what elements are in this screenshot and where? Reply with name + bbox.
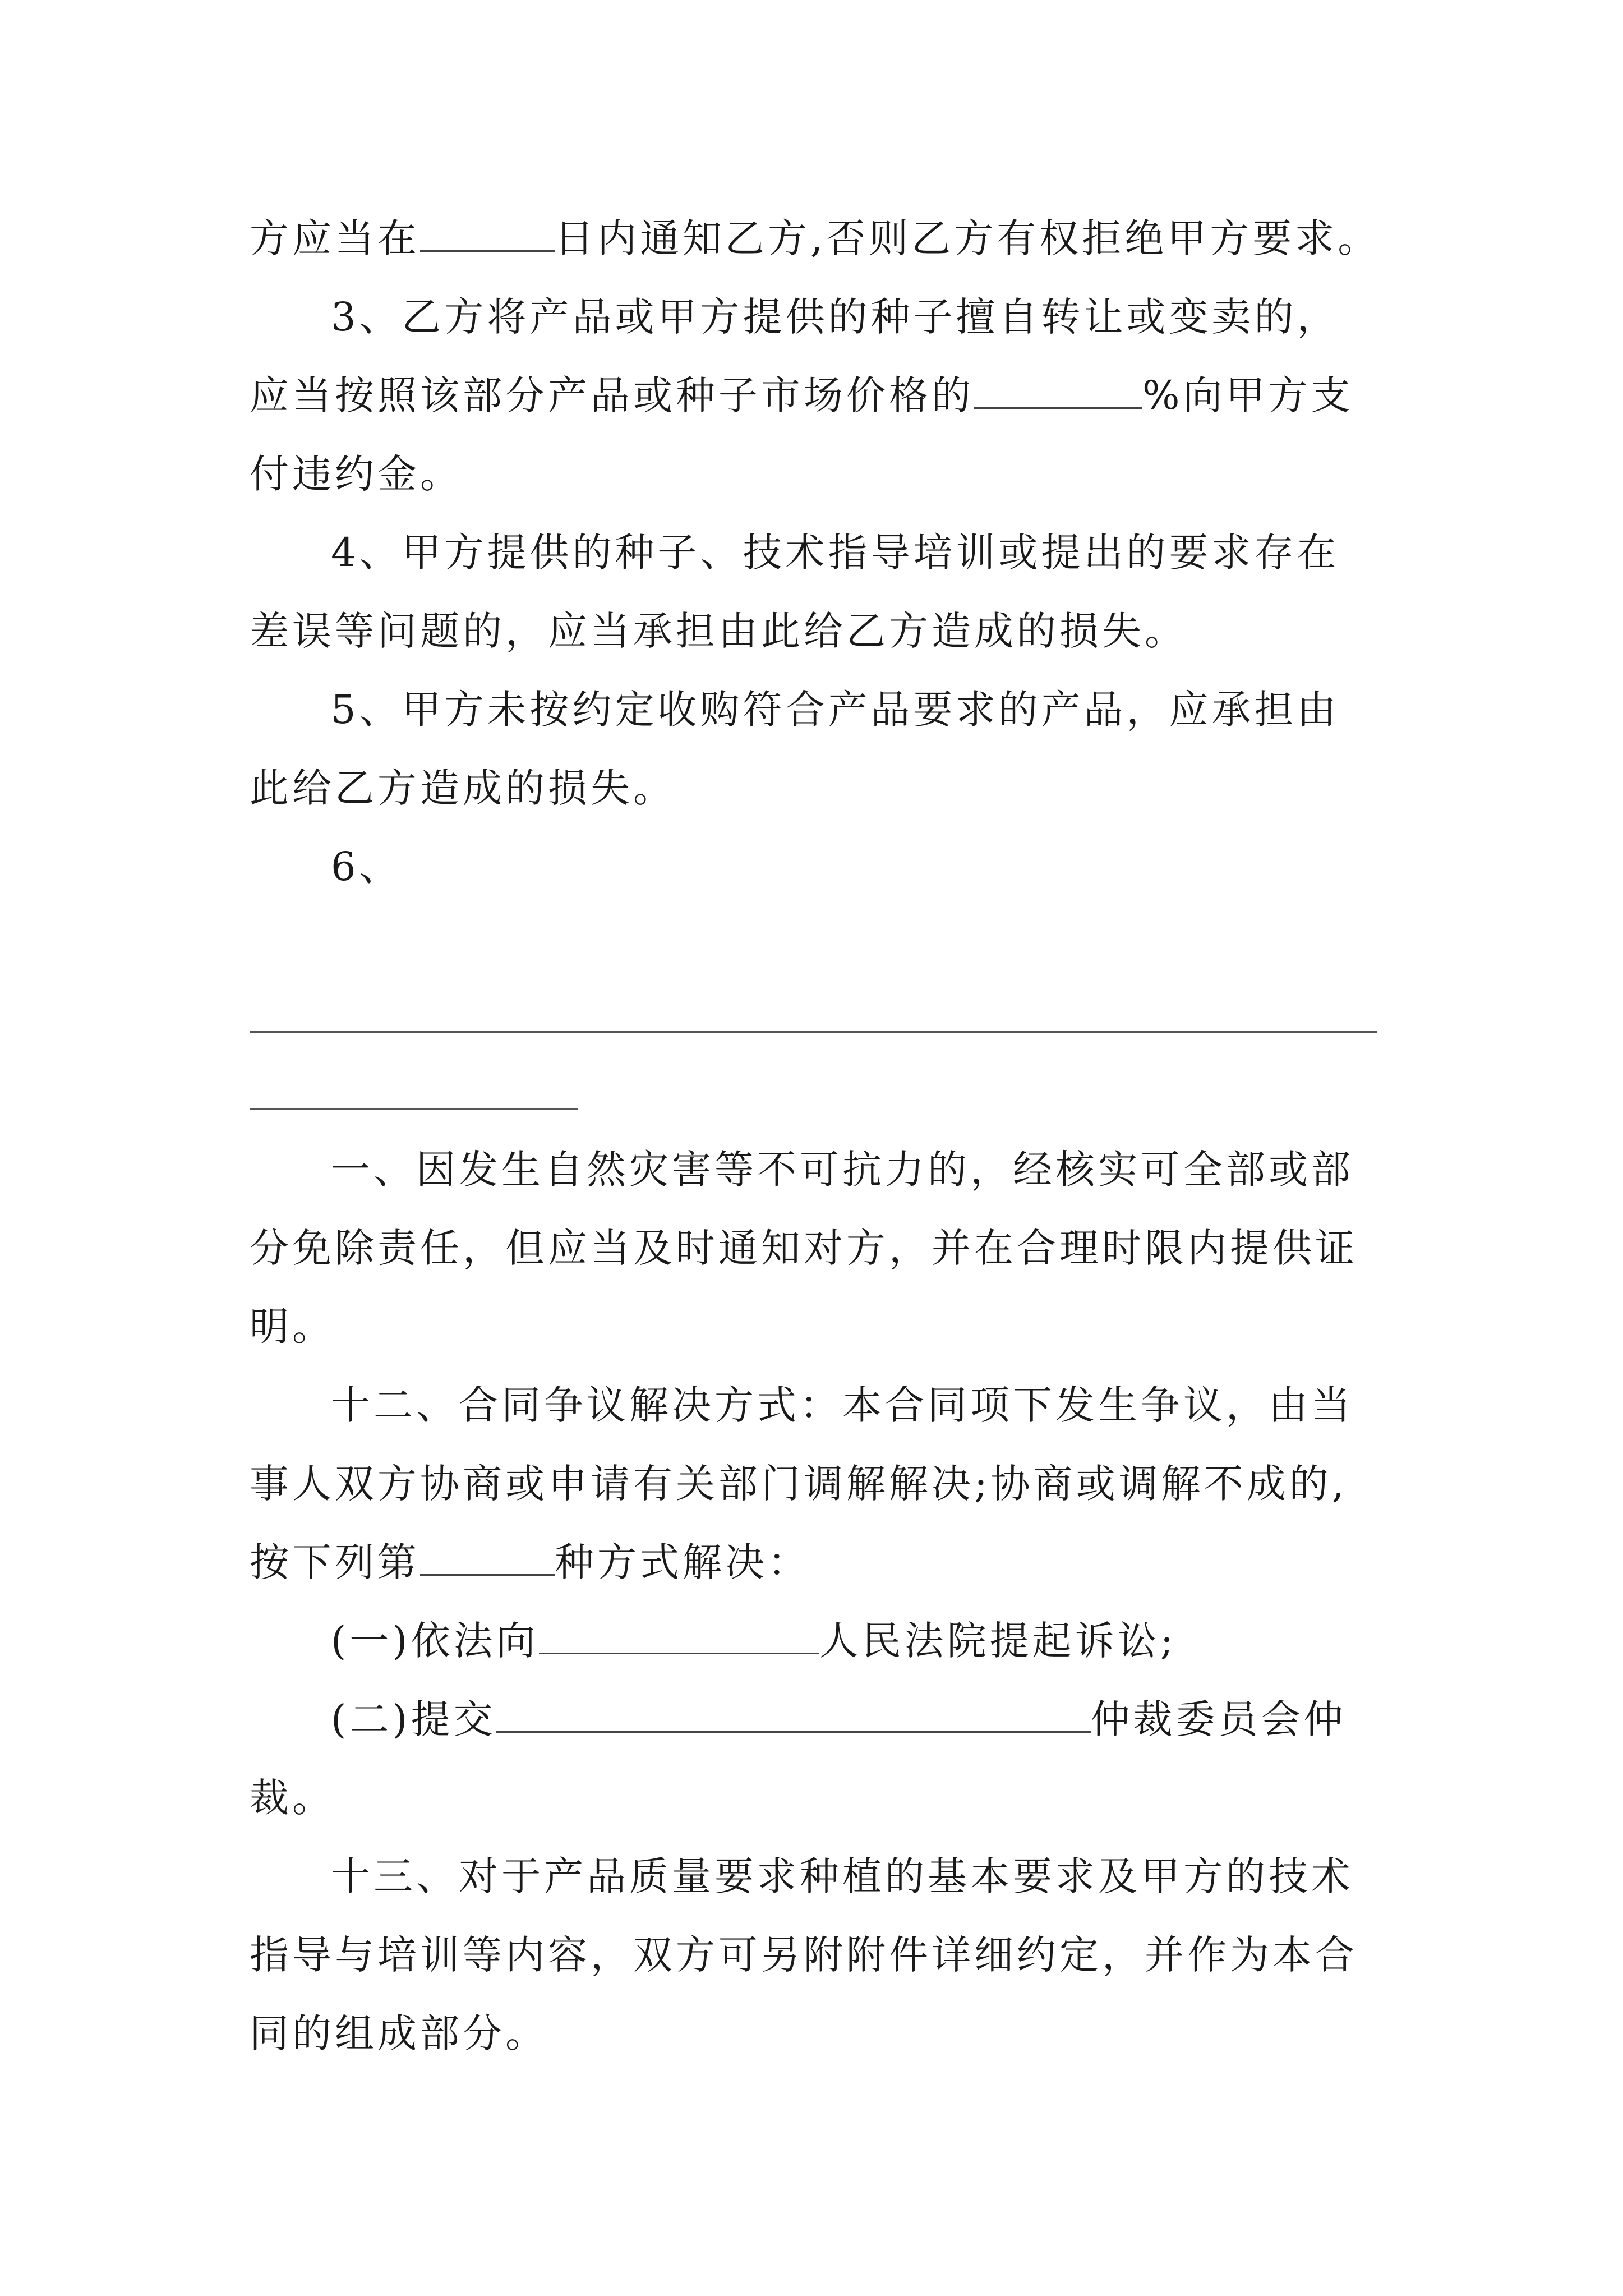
- text-line: 指导与培训等内容，双方可另附附件详细约定，并作为本合: [250, 1932, 1358, 1978]
- text-segment: 仲裁委员会仲: [1090, 1696, 1347, 1742]
- text-segment: (一)依法向: [331, 1618, 539, 1664]
- text-line: 同的组成部分。: [250, 2010, 548, 2056]
- text-segment: 方应当在: [250, 215, 420, 261]
- text-line: 十二、合同争议解决方式：本合同项下发生争议，由当: [331, 1382, 1354, 1428]
- text-segment: 人民法院提起诉讼;: [819, 1618, 1177, 1664]
- text-segment: 按下列第: [250, 1539, 420, 1585]
- signature-rule: [250, 1031, 1377, 1033]
- text-line: [250, 367, 1354, 424]
- fill-blank: [974, 372, 1142, 409]
- text-segment: 日内通知乙方,否则乙方有权拒绝甲方要求。: [555, 215, 1381, 261]
- text-segment: 种方式解决：: [555, 1539, 810, 1585]
- text-line: 差误等问题的，应当承担由此给乙方造成的损失。: [250, 608, 1187, 654]
- text-segment: (二)提交: [331, 1696, 496, 1742]
- fill-blank: [539, 1618, 819, 1654]
- text-line: 6、: [331, 844, 402, 890]
- text-line: [331, 1613, 1177, 1669]
- text-line: [331, 1691, 1347, 1747]
- text-line: 3、乙方将产品或甲方提供的种子擅自转让或变卖的，: [331, 294, 1340, 340]
- text-line: 事人双方协商或申请有关部门调解解决;协商或调解不成的,: [250, 1461, 1348, 1507]
- text-line: 明。: [250, 1304, 335, 1350]
- text-line: 4、甲方提供的种子、技术指导培训或提出的要求存在: [331, 530, 1340, 576]
- text-line: [250, 210, 1380, 266]
- text-line: 5、甲方未按约定收购符合产品要求的产品，应承担由: [331, 687, 1340, 733]
- text-line: 分免除责任，但应当及时通知对方，并在合理时限内提供证: [250, 1225, 1358, 1271]
- text-line: 十三、对于产品质量要求种植的基本要求及甲方的技术: [331, 1853, 1354, 1899]
- text-line: 一、因发生自然灾害等不可抗力的，经核实可全部或部: [331, 1147, 1354, 1193]
- text-line: 裁。: [250, 1775, 335, 1821]
- text-segment: %向甲方支: [1142, 372, 1354, 418]
- text-line: 此给乙方造成的损失。: [250, 765, 676, 811]
- signature-rule: [250, 1108, 578, 1110]
- text-line: [250, 1534, 810, 1590]
- text-segment: 应当按照该部分产品或种子市场价格的: [250, 372, 974, 418]
- fill-blank: [420, 1539, 555, 1576]
- fill-blank: [496, 1696, 1091, 1733]
- text-line: 付违约金。: [250, 451, 463, 497]
- fill-blank: [420, 215, 555, 252]
